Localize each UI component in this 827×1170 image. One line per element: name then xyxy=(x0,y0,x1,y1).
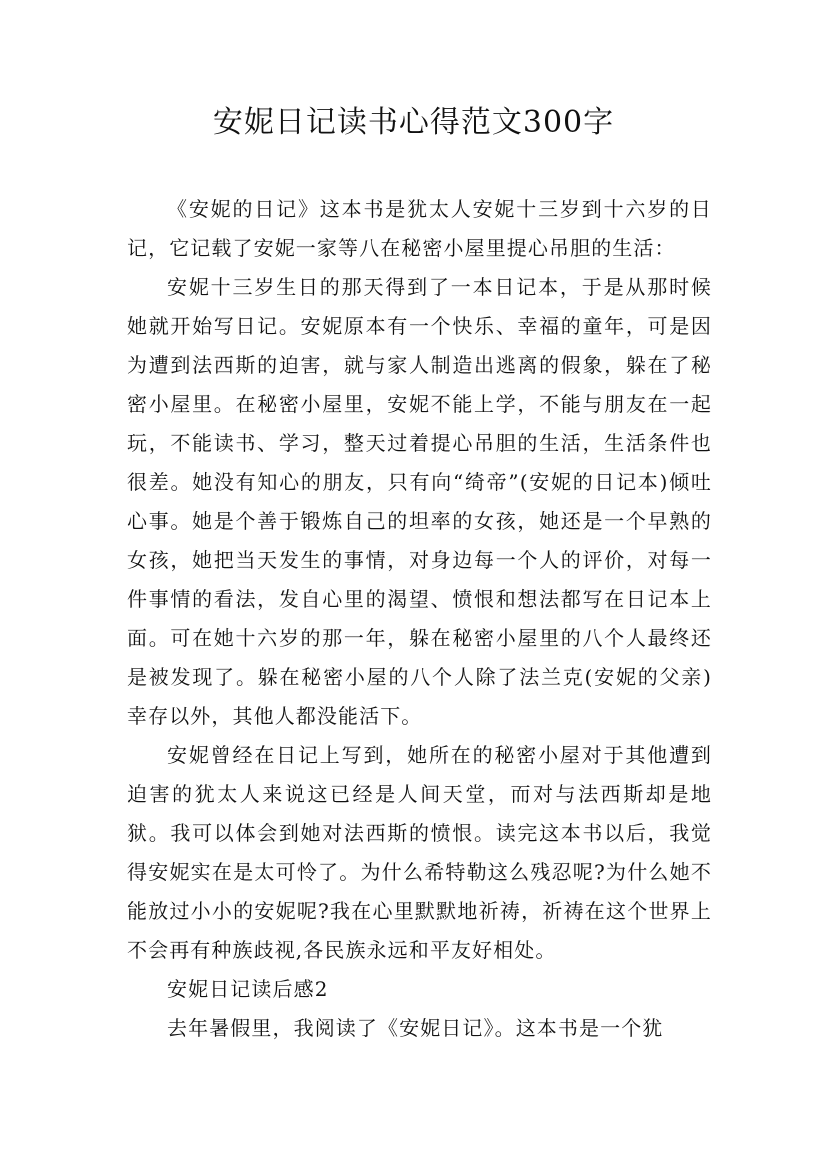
document-body xyxy=(127,190,712,1048)
paragraph-story: 安妮十三岁生日的那天得到了一本日记本，于是从那时候她就开始写日记。安妮原本有一个快乐、幸福的童年，可是因为遭到法西斯的迫害，就与家人制造出逃离的假象，躲在了秘密小屋里。在秘密小屋里，安妮不能上学，不能与朋友在一起玩，不能读书、学习，整天过着提心吊胆的生活，生活条件也很差。她没有知心的朋友，只有向“绮帝”(安妮的日记本)倾吐心事。她是个善于锻炼自己的坦率的女孩，她还是一个早熟的女孩，她把当天发生的事情，对身边每一个人的评价，对每一件事情的看法，发自心里的渴望、愤恨和想法都写在日记本上面。可在她十六岁的那一年，躲在秘密小屋里的八个人最终还是被发现了。躲在秘密小屋的八个人除了法兰克(安妮的父亲)幸存以外，其他人都没能活下。 xyxy=(127,275,712,728)
document-title: 安妮日记读书心得范文300字 xyxy=(212,105,615,140)
section-heading: 安妮日记读后感2 xyxy=(167,977,329,1001)
paragraph-reflection: 安妮曾经在日记上写到，她所在的秘密小屋对于其他遭到迫害的犹太人来说这已经是人间天堂，而对与法西斯却是地狱。我可以体会到她对法西斯的愤恨。读完这本书以后，我觉得安妮实在是太可怜了。为什么希特勒这么残忍呢?为什么她不能放过小小的安妮呢?我在心里默默地祈祷，祈祷在这个世界上不会再有种族歧视,各民族永远和平友好相处。 xyxy=(127,743,712,962)
paragraph-intro: 《安妮的日记》这本书是犹太人安妮十三岁到十六岁的日记，它记载了安妮一家等八在秘密小屋里提心吊胆的生活： xyxy=(127,197,712,260)
paragraph-second-essay: 去年暑假里，我阅读了《安妮日记》。这本书是一个犹 xyxy=(167,1016,664,1040)
